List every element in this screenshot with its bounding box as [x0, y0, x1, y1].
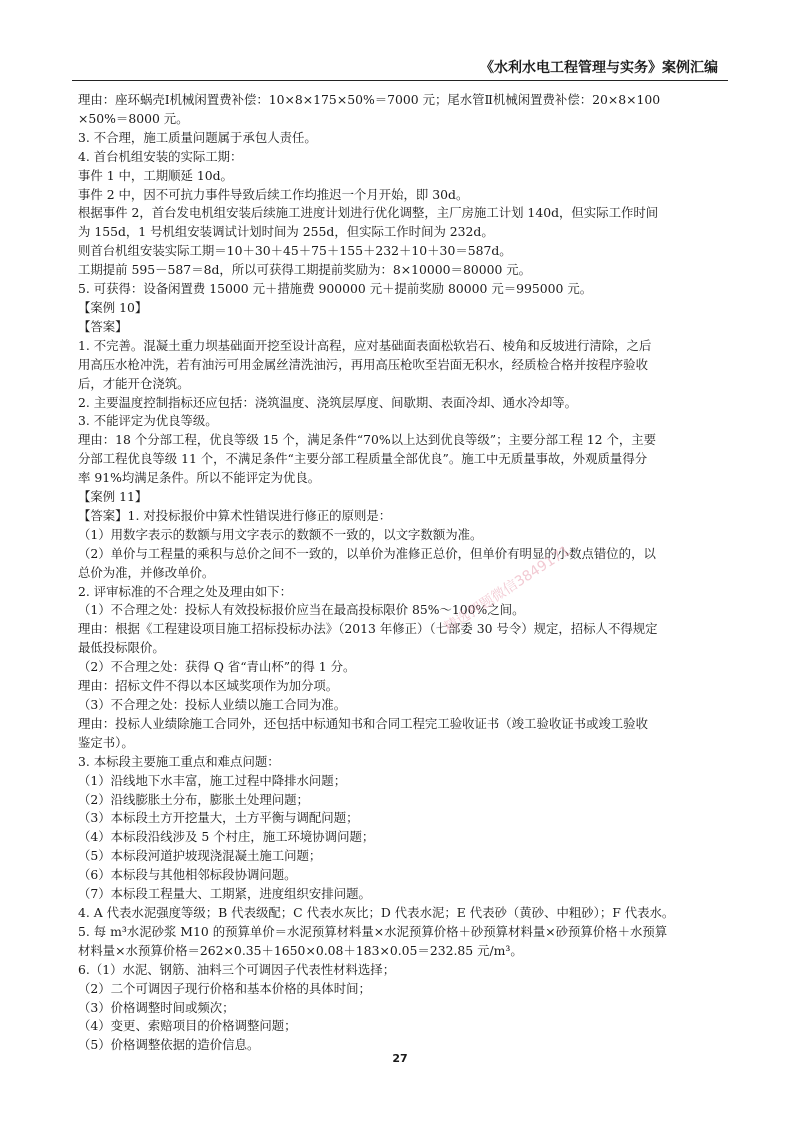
header-rule [72, 80, 728, 81]
text-line: 2. 主要温度控制指标还应包括：浇筑温度、浇筑层厚度、间歇期、表面冷却、通水冷却等。 [78, 394, 577, 410]
text-line: 1. 不完善。混凝土重力坝基础面开挖至设计高程，应对基础面表面松软岩石、棱角和反坡进行清除，之后 [78, 337, 652, 353]
text-line: 5. 每 m³水泥砂浆 M10 的预算单价＝水泥预算材料量×水泥预算价格＋砂预算材料量×砂预算价格＋水预算 [78, 923, 668, 939]
text-line: 2. 评审标准的不合理之处及理由如下： [78, 583, 293, 599]
text-line: 6.（1）水泥、钢筋、油料三个可调因子代表性材料选择； [78, 961, 396, 977]
text-line: （7）本标段工程量大、工期紧，进度组织安排问题。 [78, 886, 371, 902]
text-line: （1）用数字表示的数额与用文字表示的数额不一致的，以文字数额为准。 [78, 526, 483, 542]
text-line: （2）沿线膨胀土分布，膨胀土处理问题； [78, 791, 309, 807]
text-line: 【答案】1. 对投标报价中算术性错误进行修正的原则是： [78, 507, 392, 523]
text-line: 【案例 11】 [78, 489, 148, 505]
text-line: （4）本标段沿线涉及 5 个村庄，施工环境协调问题； [78, 829, 375, 845]
text-line: （6）本标段与其他相邻标段协调问题。 [78, 867, 297, 883]
text-line: （5）本标段河道护坡现浇混凝土施工问题； [78, 848, 322, 864]
text-line: 3. 不能评定为优良等级。 [78, 413, 218, 429]
text-line: 后，才能开仓浇筑。 [78, 375, 190, 391]
text-line: 理由：18 个分部工程，优良等级 15 个，满足条件“70%以上达到优良等级”；主要分部工程 12 个，主要 [78, 432, 657, 448]
text-line: 4. 首台机组安装的实际工期： [78, 148, 243, 164]
text-line: 理由：根据《工程建设项目施工招标投标办法》（2013 年修正）（七部委 30 号令）规定，招标人不得规定 [78, 621, 658, 637]
text-line: 5. 可获得：设备闲置费 15000 元＋措施费 900000 元＋提前奖励 80000 元＝995000 元。 [78, 281, 593, 297]
running-header: 《水利水电工程管理与实务》案例汇编 [480, 60, 718, 76]
text-line: 3. 不合理，施工质量问题属于承包人责任。 [78, 129, 317, 145]
text-line: 鉴定书）。 [78, 734, 134, 750]
text-line: 事件 2 中，因不可抗力事件导致后续工作均推迟一个月开始，即 30d。 [78, 186, 469, 202]
text-line: 工期提前 595－587＝8d，所以可获得工期提前奖励为：8×10000＝80000 元。 [78, 262, 532, 278]
text-line: 理由：座环蜗壳Ⅰ机械闲置费补偿：10×8×175×50%＝7000 元；尾水管Ⅱ机械闲置费补偿：20×8×100 [78, 92, 661, 107]
text-line: 3. 本标段主要施工重点和难点问题： [78, 753, 280, 769]
text-line: 【答案】 [78, 318, 128, 334]
text-line: 根据事件 2，首台发电机组安装后续施工进度计划进行优化调整，主厂房施工计划 140d，但实际工作时间 [78, 205, 659, 221]
text-line: （5）价格调整依据的造价信息。 [78, 1037, 260, 1053]
text-line: 事件 1 中，工期顺延 10d。 [78, 167, 233, 183]
text-line: 分部工程优良等级 11 个，不满足条件“主要分部工程质量全部优良”。施工中无质量事故，外观质量得分 [78, 451, 648, 467]
text-line: 理由：招标文件不得以本区域奖项作为加分项。 [78, 678, 339, 694]
text-line: 理由：投标人业绩除施工合同外，还包括中标通知书和合同工程完工验收证书（竣工验收证书或竣工验收 [78, 715, 648, 731]
text-line: 最低投标限价。 [78, 640, 165, 656]
text-line: （1）不合理之处：投标人有效投标报价应当在最高投标限价 85%～100%之间。 [78, 602, 525, 618]
page-number: 27 [392, 1052, 408, 1065]
text-line: （3）本标段土方开挖量大，土方平衡与调配问题； [78, 810, 359, 826]
text-line: （1）沿线地下水丰富，施工过程中降排水问题； [78, 772, 347, 788]
text-line: 材料量×水预算价格＝262×0.35＋1650×0.08＋183×0.05＝232.85 元/m³。 [78, 942, 523, 958]
text-line: 用高压水枪冲洗，若有油污可用金属丝清洗油污，再用高压枪吹至岩面无积水，经质检合格并按程序验收 [78, 356, 648, 372]
text-line: （2）不合理之处：获得 Q 省“青山杯”的得 1 分。 [78, 659, 356, 675]
text-line: 为 155d，1 号机组安装调试计划时间为 255d，但实际工作时间为 232d。 [78, 224, 494, 240]
text-line: ×50%＝8000 元。 [78, 110, 189, 126]
text-line: 总价为准，并修改单价。 [78, 564, 215, 580]
watermark: 精选押题微信3849171 [441, 542, 574, 636]
text-line: （2）二个可调因子现行价格和基本价格的具体时间； [78, 980, 371, 996]
text-line: 4. A 代表水泥强度等级；B 代表级配；C 代表水灰比；D 代表水泥；E 代表砂（黄砂、中粗砂）；F 代表水。 [78, 904, 675, 920]
text-line: 率 91%均满足条件。所以不能评定为优良。 [78, 470, 321, 486]
text-line: 【案例 10】 [78, 299, 148, 315]
text-line: （3）不合理之处：投标人业绩以施工合同为准。 [78, 697, 347, 712]
text-line: （3）价格调整时间或频次； [78, 999, 235, 1015]
text-line: （2）单价与工程量的乘积与总价之间不一致的，以单价为准修正总价，但单价有明显的小数点错位的，以 [78, 545, 656, 561]
text-line: （4）变更、索赔项目的价格调整问题； [78, 1018, 297, 1034]
document-body [78, 91, 726, 1055]
text-line: 则首台机组安装实际工期＝10＋30＋45＋75＋155＋232＋10＋30＝587d。 [78, 243, 512, 259]
